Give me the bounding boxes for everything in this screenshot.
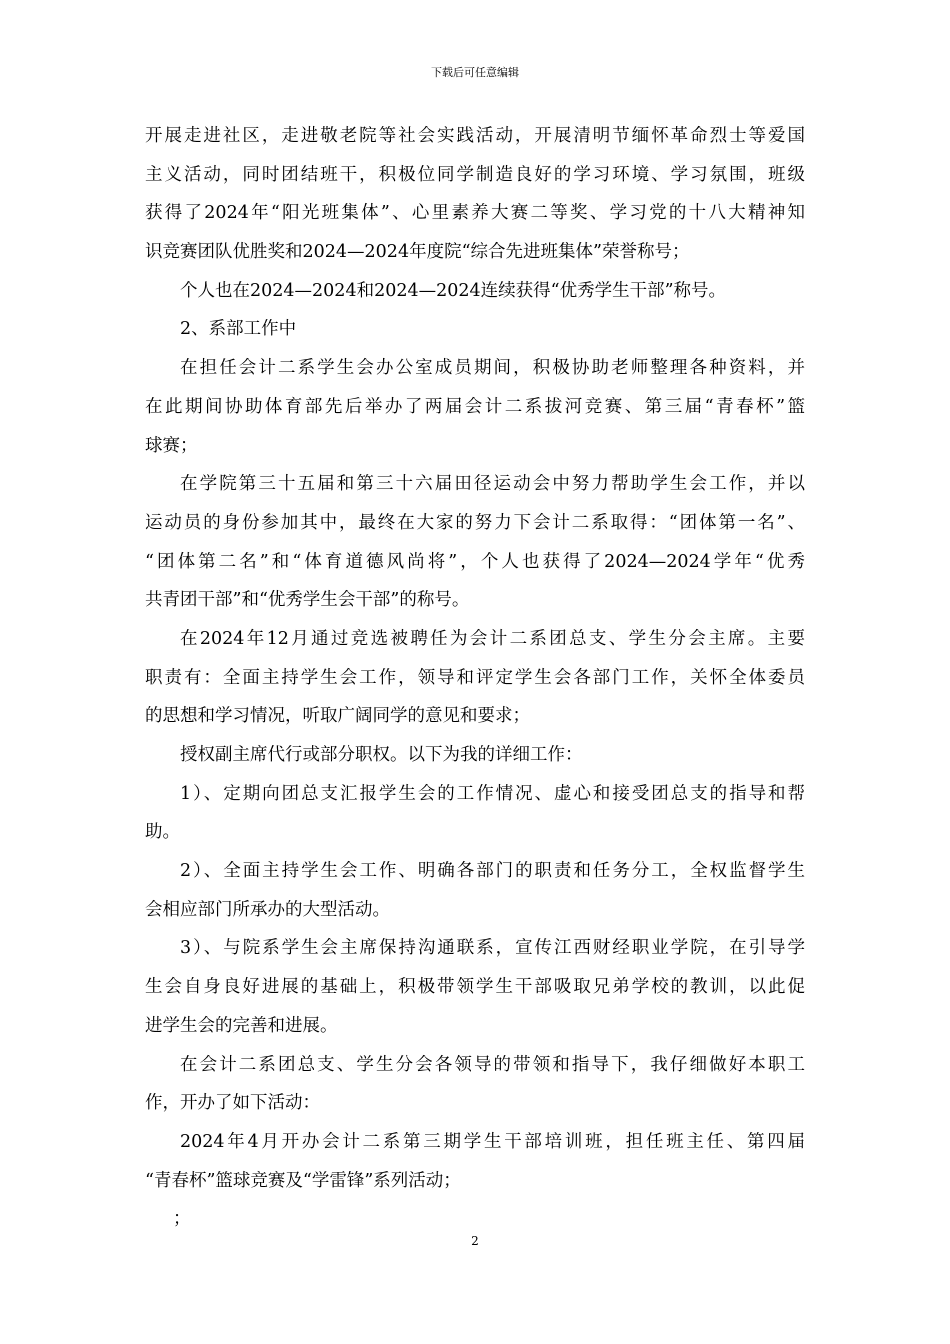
- body-line: 的思想和学习情况，听取广阔同学的意见和要求；: [145, 706, 530, 727]
- body-line: 授权副主席代行或部分职权。以下为我的详细工作：: [180, 745, 583, 765]
- body-line: 生会自身良好进展的基础上，积极带领学生干部吸取兄弟学校的教训，以此促: [145, 977, 805, 998]
- section-heading: 2、系部工作中: [180, 319, 297, 340]
- body-line: 作，开办了如下活动：: [145, 1093, 320, 1114]
- body-line: “青春杯”篮球竞赛及“学雷锋”系列活动；: [145, 1170, 461, 1191]
- body-line: 在学院第三十五届和第三十六届田径运动会中努力帮助学生会工作，并以: [180, 474, 805, 495]
- body-line: 会相应部门所承办的大型活动。: [145, 899, 390, 920]
- body-line: 助。: [145, 822, 180, 843]
- body-line: “团体第二名”和“体育道德风尚将”，个人也获得了2024—2024学年“优秀: [145, 551, 805, 572]
- body-line: 识竞赛团队优胜奖和2024—2024年度院“综合先进班集体”荣誉称号；: [145, 242, 690, 263]
- body-line: 2024年4月开办会计二系第三期学生干部培训班，担任班主任、第四届: [180, 1131, 805, 1152]
- body-line: 运动员的身份参加其中，最终在大家的努力下会计二系取得：“团体第一名”、: [145, 512, 805, 533]
- body-line: 在担任会计二系学生会办公室成员期间，积极协助老师整理各种资料，并: [180, 358, 805, 379]
- body-line: 在2024年12月通过竞选被聘任为会计二系团总支、学生分会主席。主要: [180, 628, 805, 649]
- body-line: 个人也在2024—2024和2024—2024连续获得“优秀学生干部”称号。: [180, 280, 727, 301]
- body-line: 职责有：全面主持学生会工作，领导和评定学生会各部门工作，关怀全体委员: [145, 667, 805, 688]
- body-line: ；: [173, 1209, 191, 1230]
- body-line: 主义活动，同时团结班干，积极位同学制造良好的学习环境、学习氛围，班级: [145, 164, 805, 185]
- body-line: 球赛；: [145, 435, 198, 456]
- body-line: 开展走进社区，走进敬老院等社会实践活动，开展清明节缅怀革命烈士等爱国: [145, 126, 805, 146]
- list-item: 3）、与院系学生会主席保持沟通联系，宣传江西财经职业学院，在引导学: [180, 938, 805, 959]
- page-number: 2: [471, 1234, 479, 1248]
- body-line: 获得了2024年“阳光班集体”、心里素养大赛二等奖、学习党的十八大精神知: [145, 203, 805, 224]
- body-line: 在此期间协助体育部先后举办了两届会计二系拔河竞赛、第三届“青春杯”篮: [145, 396, 805, 417]
- body-line: 在会计二系团总支、学生分会各领导的带领和指导下，我仔细做好本职工: [180, 1054, 805, 1075]
- document-body: [145, 117, 805, 1239]
- body-line: 共青团干部”和“优秀学生会干部”的称号。: [145, 590, 470, 611]
- page-header-note: 下载后可任意编辑: [431, 66, 519, 79]
- list-item: 2）、全面主持学生会工作、明确各部门的职责和任务分工，全权监督学生: [180, 861, 805, 882]
- body-line: 进学生会的完善和进展。: [145, 1015, 338, 1036]
- list-item: 1）、定期向团总支汇报学生会的工作情况、虚心和接受团总支的指导和帮: [180, 783, 805, 804]
